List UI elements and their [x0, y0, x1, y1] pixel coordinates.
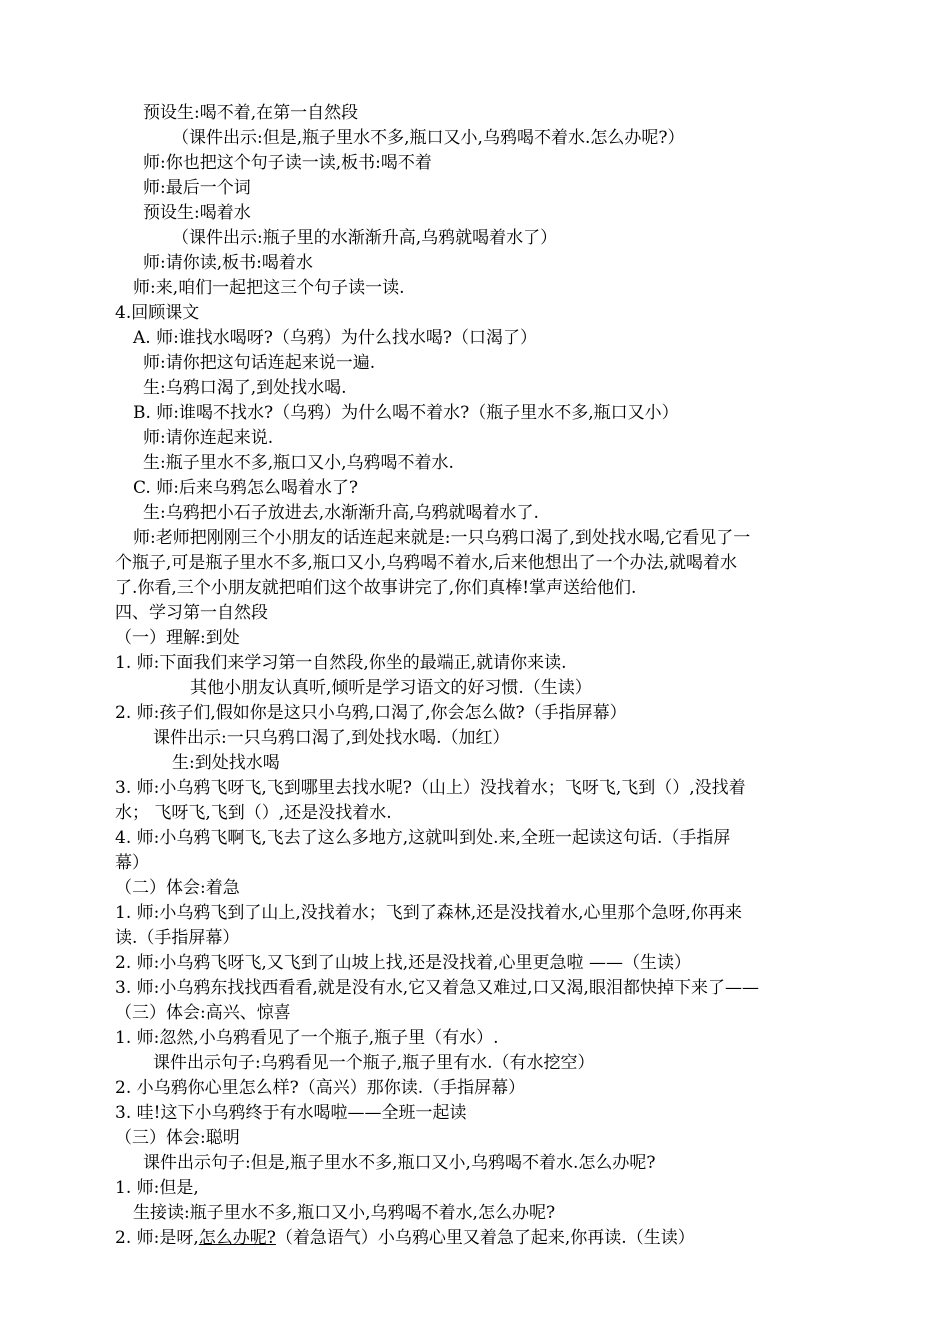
text-line: 课件出示句子:但是,瓶子里水不多,瓶口又小,乌鸦喝不着水.怎么办呢? — [143, 1153, 656, 1173]
paragraph-line: 水； 飞呀飞,飞到（）,还是没找着水. — [115, 803, 392, 823]
text-line: B. 师:谁喝不找水?（乌鸦）为什么喝不着水?（瓶子里水不多,瓶口又小） — [133, 403, 679, 423]
text-line: 课件出示句子:乌鸦看见一个瓶子,瓶子里有水.（有水挖空） — [153, 1053, 595, 1073]
section-heading: 四、学习第一自然段 — [115, 603, 268, 623]
underlined-text: 怎么办呢? — [198, 1228, 276, 1248]
text-line: （课件出示:瓶子里的水渐渐升高,乌鸦就喝着水了） — [172, 228, 558, 248]
paragraph-line: 3. 师:小乌鸦飞呀飞,飞到哪里去找水呢?（山上）没找着水；飞呀飞,飞到（）,没找着 — [115, 778, 746, 798]
text-line: 课件出示:一只乌鸦口渴了,到处找水喝.（加红） — [153, 728, 510, 748]
text-line: 师:请你把这句话连起来说一遍. — [143, 353, 376, 373]
text-line: 师:你也把这个句子读一读,板书:喝不着 — [143, 153, 432, 173]
text-line: 预设生:喝着水 — [143, 203, 251, 223]
text-line: 师:最后一个词 — [143, 178, 251, 198]
subsection-heading: （一）理解:到处 — [115, 628, 240, 648]
text-line: 生:瓶子里水不多,瓶口又小,乌鸦喝不着水. — [143, 453, 454, 473]
text-line: 生:乌鸦把小石子放进去,水渐渐升高,乌鸦就喝着水了. — [143, 503, 539, 523]
text-line: 2. 师:小乌鸦飞呀飞,又飞到了山坡上找,还是没找着,心里更急啦 ——（生读） — [115, 953, 691, 973]
text-line: A. 师:谁找水喝呀?（乌鸦）为什么找水喝?（口渴了） — [133, 328, 538, 348]
text-line: C. 师:后来乌鸦怎么喝着水了? — [133, 478, 359, 498]
subsection-heading: （三）体会:聪明 — [115, 1128, 240, 1148]
text-line: 2. 小乌鸦你心里怎么样?（高兴）那你读.（手指屏幕） — [115, 1078, 526, 1098]
text-line: 师:来,咱们一起把这三个句子读一读. — [133, 278, 405, 298]
text-line: 1. 师:下面我们来学习第一自然段,你坐的最端正,就请你来读. — [115, 653, 567, 673]
text-line: 1. 师:但是, — [115, 1178, 199, 1198]
text-line: 师:请你连起来说. — [143, 428, 274, 448]
text-line: 3. 哇!这下小乌鸦终于有水喝啦——全班一起读 — [115, 1103, 467, 1123]
text-line: 师:请你读,板书:喝着水 — [143, 253, 313, 273]
subsection-heading: （三）体会:高兴、惊喜 — [115, 1003, 291, 1023]
text-line: 预设生:喝不着,在第一自然段 — [143, 103, 359, 123]
paragraph-line: 1. 师:小乌鸦飞到了山上,没找着水；飞到了森林,还是没找着水,心里那个急呀,你再来 — [115, 903, 742, 923]
text-line: 3. 师:小乌鸦东找找西看看,就是没有水,它又着急又难过,口又渴,眼泪都快掉下来了—— — [115, 978, 759, 998]
section-heading: 4.回顾课文 — [115, 303, 200, 323]
paragraph-line: 4. 师:小乌鸦飞啊飞,飞去了这么多地方,这就叫到处.来,全班一起读这句话.（手指屏 — [115, 828, 731, 848]
text-segment: （着急语气）小乌鸦心里又着急了起来,你再读.（生读） — [275, 1228, 695, 1248]
text-line: 2. 师:孩子们,假如你是这只小乌鸦,口渴了,你会怎么做?（手指屏幕） — [115, 703, 627, 723]
text-line: （课件出示:但是,瓶子里水不多,瓶口又小,乌鸦喝不着水.怎么办呢?） — [172, 128, 685, 148]
paragraph-line: 读.（手指屏幕） — [115, 928, 240, 948]
text-segment: 2. 师:是呀, — [115, 1228, 199, 1248]
paragraph-line: 了.你看,三个小朋友就把咱们这个故事讲完了,你们真棒!掌声送给他们. — [115, 578, 637, 598]
paragraph-line: 幕） — [115, 853, 149, 873]
text-line: 1. 师:忽然,小乌鸦看见了一个瓶子,瓶子里（有水）. — [115, 1028, 499, 1048]
paragraph-line: 师:老师把刚刚三个小朋友的话连起来就是:一只乌鸦口渴了,到处找水喝,它看见了一 — [133, 528, 751, 548]
text-line: 其他小朋友认真听,倾听是学习语文的好习惯.（生读） — [190, 678, 592, 698]
paragraph-line: 个瓶子,可是瓶子里水不多,瓶口又小,乌鸦喝不着水,后来他想出了一个办法,就喝着水 — [115, 553, 738, 573]
text-line — [115, 1226, 695, 1250]
subsection-heading: （二）体会:着急 — [115, 878, 240, 898]
text-line: 生:到处找水喝 — [172, 753, 280, 773]
text-line: 生:乌鸦口渴了,到处找水喝. — [143, 378, 347, 398]
text-line: 生接读:瓶子里水不多,瓶口又小,乌鸦喝不着水,怎么办呢? — [133, 1203, 556, 1223]
